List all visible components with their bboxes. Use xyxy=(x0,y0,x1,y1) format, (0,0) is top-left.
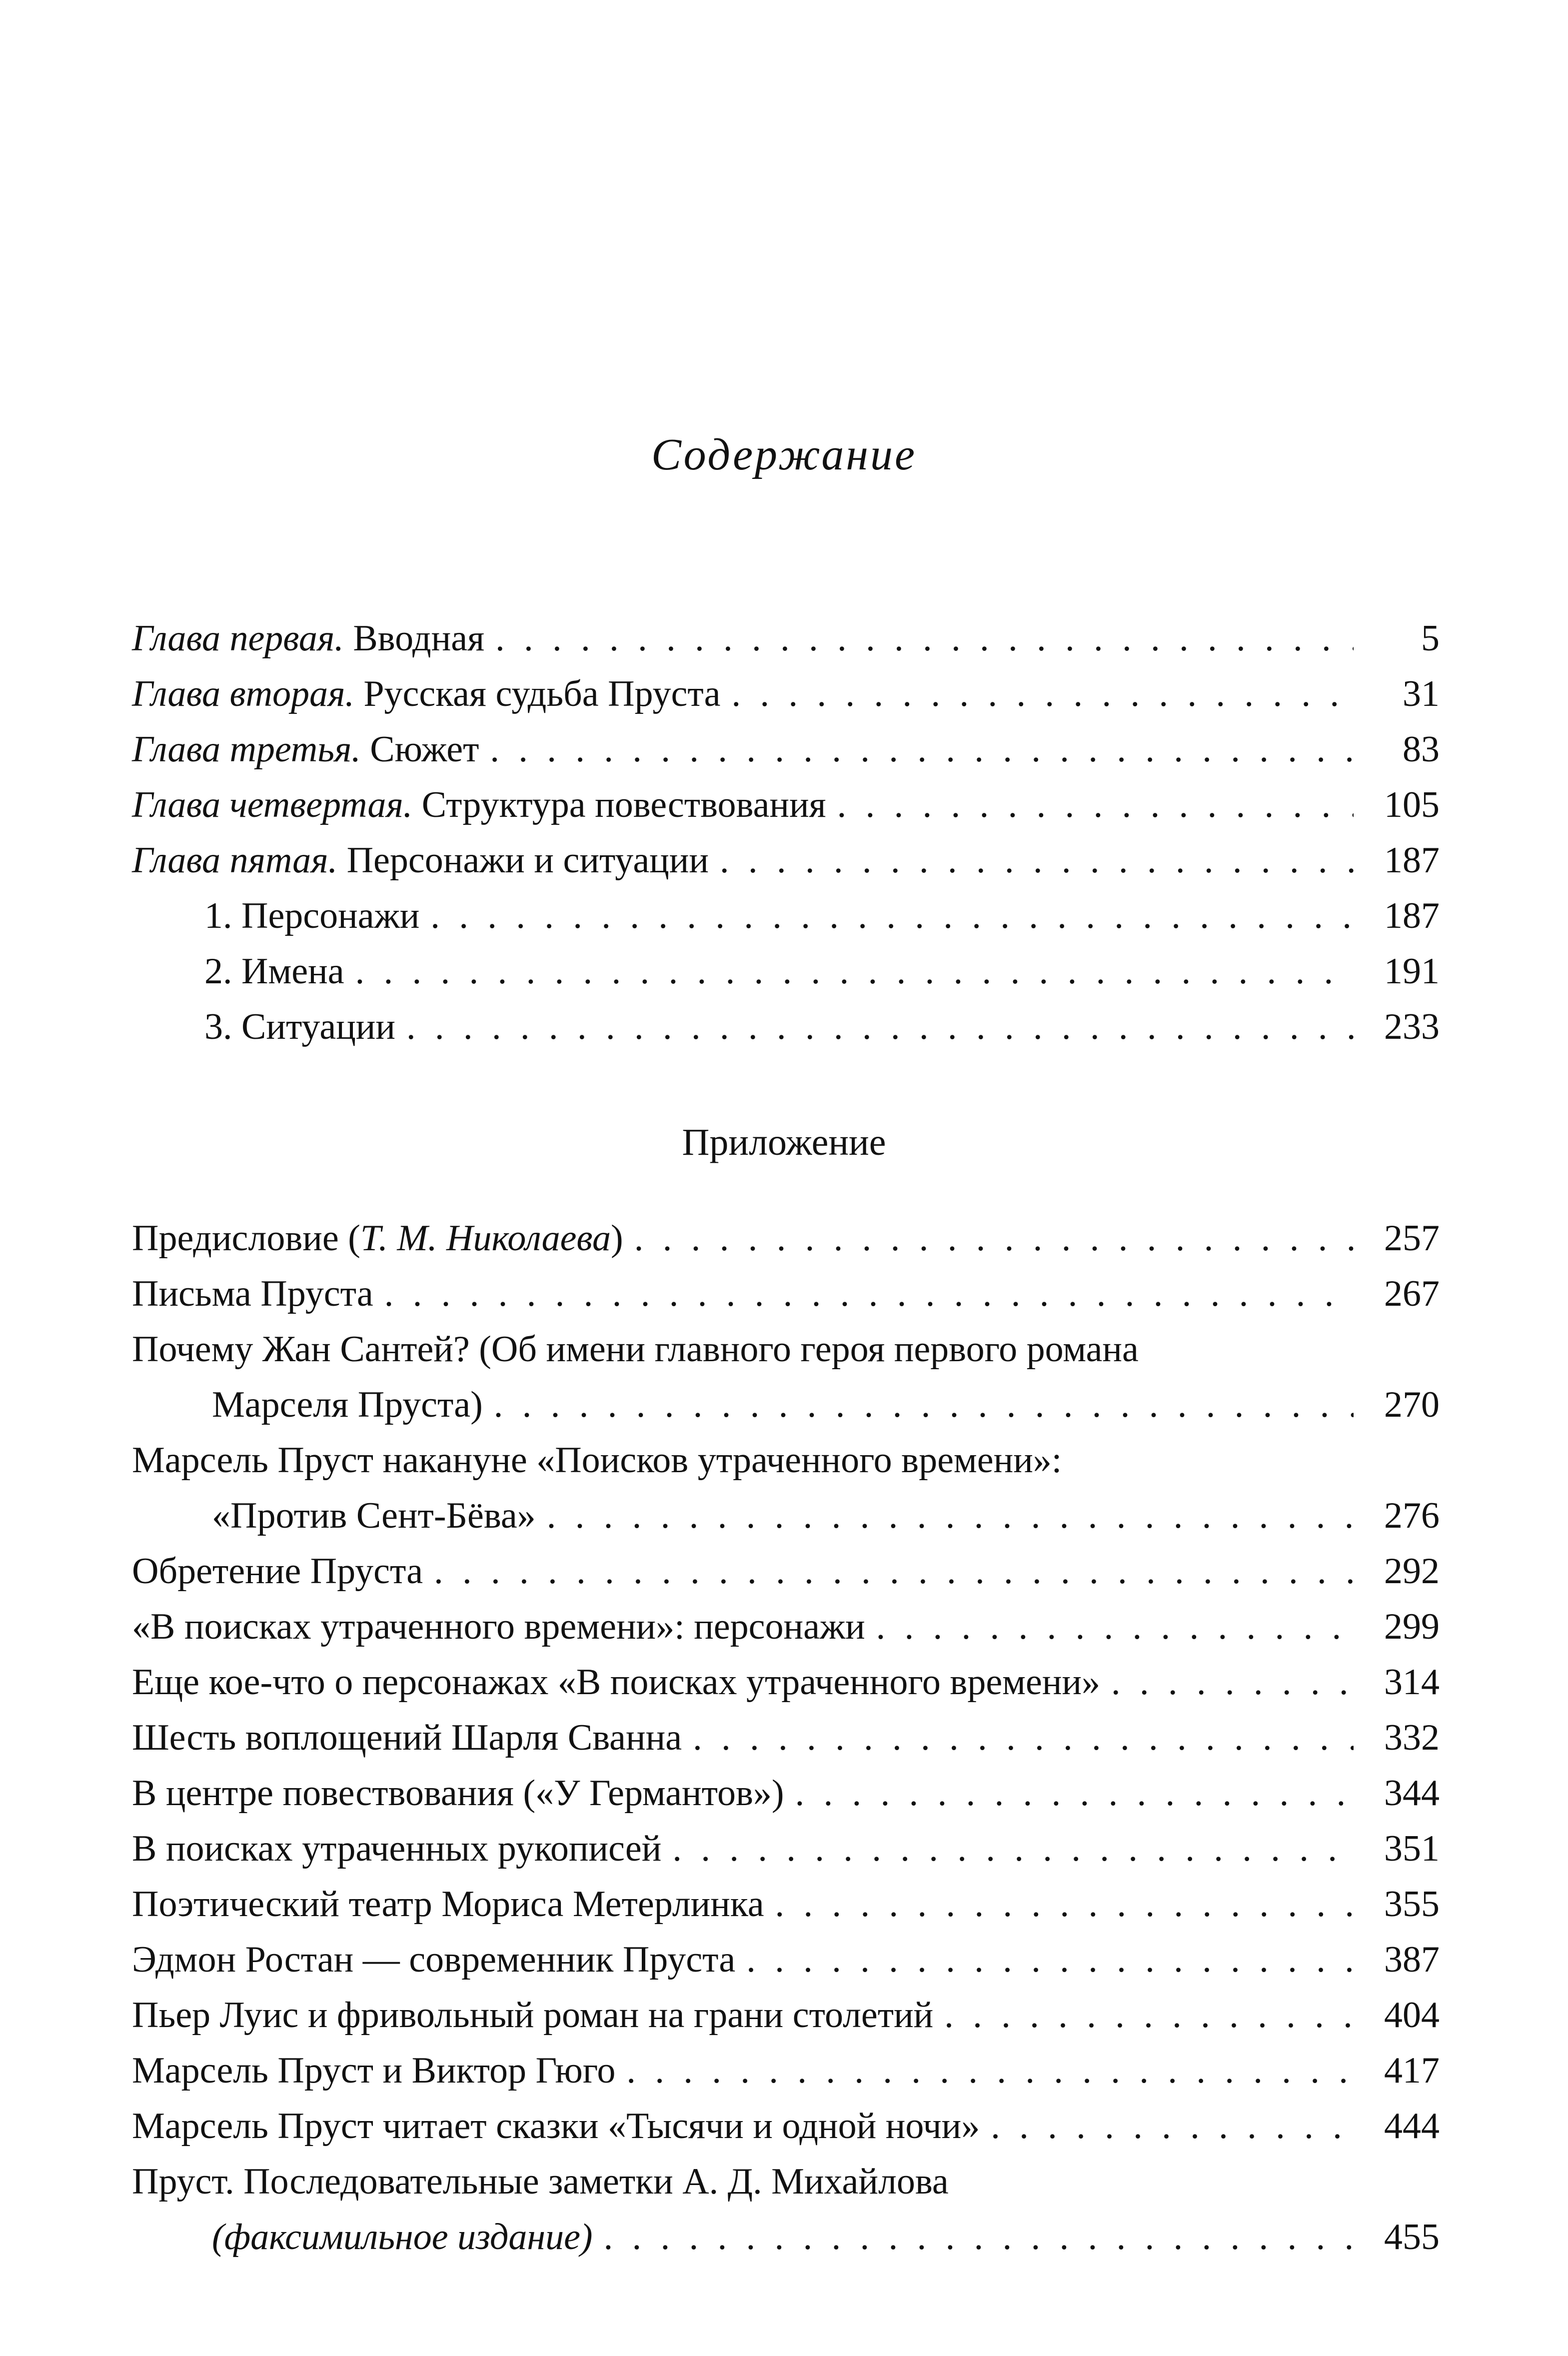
entry-label: Пьер Луис и фривольный роман на грани столетий xyxy=(132,1995,934,2036)
toc-subentry xyxy=(132,999,1440,1055)
dot-leader xyxy=(720,833,1354,888)
appendix-list xyxy=(132,1211,1440,2265)
toc-entry xyxy=(132,1877,1440,1932)
dot-leader xyxy=(495,611,1354,666)
toc-entry xyxy=(132,1988,1440,2043)
dot-leader xyxy=(672,1821,1354,1877)
page-number: 299 xyxy=(1384,1606,1440,1647)
chapter-name: Структура повествования xyxy=(421,784,826,825)
page-number: 355 xyxy=(1384,1884,1440,1925)
chapter-prefix: Глава пятая. xyxy=(132,840,338,881)
toc-entry xyxy=(132,722,1440,777)
entry-label xyxy=(132,722,479,777)
entry-label: Марсель Пруст и Виктор Гюго xyxy=(132,2050,616,2091)
toc-entry xyxy=(132,1599,1440,1655)
dot-leader xyxy=(434,1544,1354,1599)
dot-leader xyxy=(746,1932,1354,1988)
page-number: 267 xyxy=(1384,1273,1440,1314)
dot-leader xyxy=(626,2043,1354,2099)
entry-label: Пруст. Последовательные заметки А. Д. Михайлова xyxy=(132,2161,949,2202)
toc-entry xyxy=(132,1821,1440,1877)
entry-label xyxy=(132,833,709,888)
toc-entry xyxy=(132,2043,1440,2099)
page-number: 270 xyxy=(1384,1384,1440,1425)
entry-label: Эдмон Ростан — современник Пруста xyxy=(132,1939,736,1980)
entry-text: Предисловие ( xyxy=(132,1218,360,1259)
toc-entry xyxy=(132,1655,1440,1710)
toc-entry xyxy=(132,1710,1440,1766)
chapter-prefix: Глава вторая. xyxy=(132,673,354,714)
page-number: 344 xyxy=(1384,1773,1440,1814)
entry-label xyxy=(132,611,484,666)
page-number: 455 xyxy=(1384,2217,1440,2258)
dot-leader xyxy=(837,777,1354,833)
dot-leader xyxy=(876,1599,1354,1655)
page-number: 233 xyxy=(1384,1006,1440,1047)
entry-label: «В поисках утраченного времени»: персонажи xyxy=(132,1606,865,1647)
entry-label: Марсель Пруст накануне «Поисков утраченного времени»: xyxy=(132,1440,1062,1481)
toc-entry xyxy=(132,666,1440,722)
toc-entry xyxy=(132,1544,1440,1599)
toc-entry xyxy=(132,1266,1440,1322)
toc-entry-line1 xyxy=(132,2154,1440,2210)
entry-label: 1. Персонажи xyxy=(204,895,420,936)
toc-entry-line2 xyxy=(132,2210,1440,2265)
dot-leader xyxy=(991,2099,1354,2154)
entry-label xyxy=(132,1211,623,1266)
page-number: 5 xyxy=(1421,618,1440,659)
page-number: 191 xyxy=(1384,951,1440,992)
dot-leader xyxy=(494,1377,1354,1433)
toc-entry-line1 xyxy=(132,1433,1440,1488)
chapter-prefix: Глава четвертая. xyxy=(132,784,413,825)
entry-label: «Против Сент-Бёва» xyxy=(212,1495,536,1536)
dot-leader xyxy=(634,1211,1354,1266)
chapter-prefix: Глава первая. xyxy=(132,618,344,659)
entry-label: (факсимильное издание) xyxy=(212,2217,593,2258)
toc-entry-line2 xyxy=(132,1488,1440,1544)
entry-label xyxy=(132,666,720,722)
page-number: 351 xyxy=(1384,1828,1440,1869)
toc-entry xyxy=(132,1766,1440,1821)
author-name: Т. М. Николаева xyxy=(360,1218,611,1259)
entry-label: Марселя Пруста) xyxy=(212,1384,483,1425)
dot-leader xyxy=(693,1710,1354,1766)
page-number: 276 xyxy=(1384,1495,1440,1536)
chapter-name: Сюжет xyxy=(370,729,479,770)
entry-label: Шесть воплощений Шарля Сванна xyxy=(132,1717,682,1758)
dot-leader xyxy=(944,1988,1354,2043)
entry-label: Почему Жан Сантей? (Об имени главного героя первого романа xyxy=(132,1329,1139,1370)
appendix-heading: Приложение xyxy=(682,1121,886,1163)
dot-leader xyxy=(604,2210,1354,2265)
toc-entry xyxy=(132,833,1440,888)
dot-leader xyxy=(384,1266,1354,1322)
toc-entry-line2 xyxy=(132,1377,1440,1433)
entry-label: Обретение Пруста xyxy=(132,1551,423,1592)
toc-subentry xyxy=(132,888,1440,944)
entry-label: Марсель Пруст читает сказки «Тысячи и одной ночи» xyxy=(132,2106,980,2147)
page-number: 31 xyxy=(1403,673,1440,714)
page-number: 83 xyxy=(1403,729,1440,770)
chapter-list xyxy=(132,611,1440,1055)
toc-entry xyxy=(132,611,1440,666)
entry-label: 3. Ситуации xyxy=(204,1006,395,1047)
chapter-name: Вводная xyxy=(353,618,485,659)
dot-leader xyxy=(430,888,1354,944)
page-title: Содержание xyxy=(651,430,917,479)
toc-subentry xyxy=(132,944,1440,999)
page-number: 444 xyxy=(1384,2106,1440,2147)
toc-entry xyxy=(132,2099,1440,2154)
dot-leader xyxy=(406,999,1354,1055)
toc-entry xyxy=(132,1932,1440,1988)
page-number: 387 xyxy=(1384,1939,1440,1980)
dot-leader xyxy=(547,1488,1354,1544)
entry-label: В поисках утраченных рукописей xyxy=(132,1828,662,1869)
entry-label xyxy=(132,777,826,833)
page-number: 314 xyxy=(1384,1662,1440,1703)
dot-leader xyxy=(775,1877,1354,1932)
page-number: 404 xyxy=(1384,1995,1440,2036)
entry-label: Еще кое-что о персонажах «В поисках утраченного времени» xyxy=(132,1662,1101,1703)
dot-leader xyxy=(795,1766,1354,1821)
dot-leader xyxy=(1111,1655,1354,1710)
dot-leader xyxy=(355,944,1354,999)
entry-text: ) xyxy=(611,1218,623,1259)
toc-entry xyxy=(132,1211,1440,1266)
dot-leader xyxy=(490,722,1354,777)
page-number: 292 xyxy=(1384,1551,1440,1592)
entry-label: Поэтический театр Мориса Метерлинка xyxy=(132,1884,764,1925)
chapter-name: Персонажи и ситуации xyxy=(346,840,709,881)
chapter-prefix: Глава третья. xyxy=(132,729,361,770)
toc-entry-line1 xyxy=(132,1322,1440,1377)
page-number: 187 xyxy=(1384,840,1440,881)
page-number: 257 xyxy=(1384,1218,1440,1259)
entry-label: Письма Пруста xyxy=(132,1273,373,1314)
entry-label: В центре повествования («У Германтов») xyxy=(132,1773,784,1814)
page-number: 417 xyxy=(1384,2050,1440,2091)
page-number: 105 xyxy=(1384,784,1440,825)
dot-leader xyxy=(731,666,1354,722)
page-number: 187 xyxy=(1384,895,1440,936)
chapter-name: Русская судьба Пруста xyxy=(363,673,721,714)
entry-label: 2. Имена xyxy=(204,951,344,992)
page-number: 332 xyxy=(1384,1717,1440,1758)
toc-entry xyxy=(132,777,1440,833)
